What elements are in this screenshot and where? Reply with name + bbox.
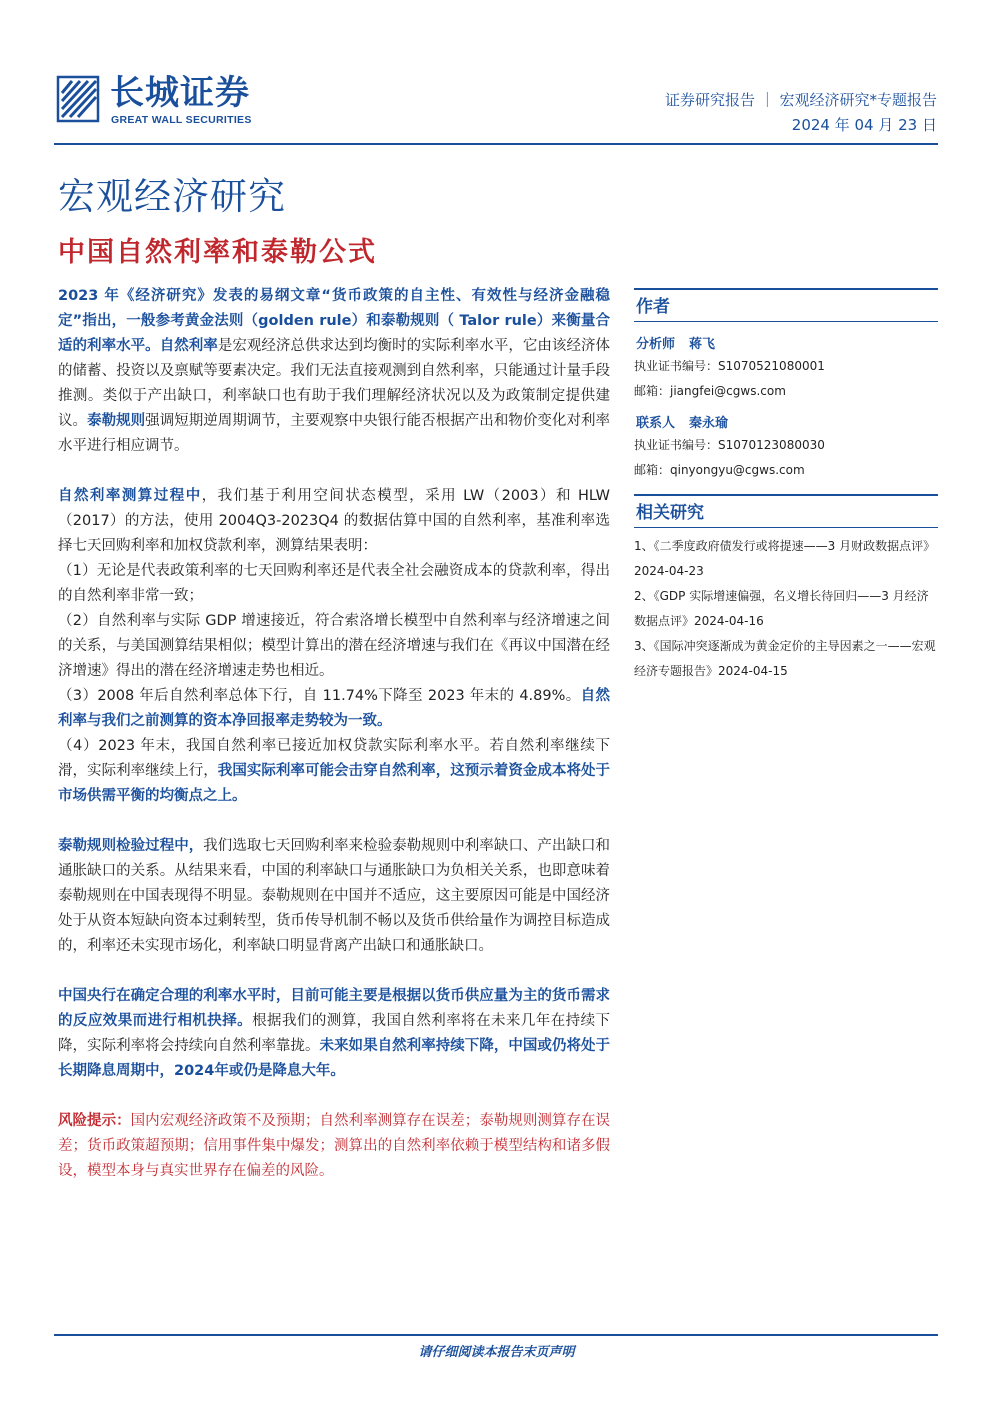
contact-email[interactable]: 邮箱：qinyongyu@cgws.com: [634, 463, 805, 477]
text-run: 泰勒规则: [87, 413, 146, 429]
analyst-role: 分析师: [636, 337, 676, 352]
finding-1: （1）无论是代表政策利率的七天回购利率还是代表全社会融资成本的贷款利率，得出的自然利率非常一致；: [58, 563, 610, 604]
footer-disclaimer: 请仔细阅读本报告末页声明: [418, 1345, 575, 1360]
related-research-list: [634, 534, 938, 684]
sidebar: [634, 288, 938, 684]
paragraph-conclusion: [58, 984, 610, 1084]
related-item[interactable]: 2、《GDP 实际增速偏强，名义增长待回归——3 月经济数据点评》2024-04-16: [634, 589, 929, 628]
text-run: 自然利率: [159, 338, 218, 354]
text-run: （3）2008 年后自然利率总体下行，自 11.74%下降至 2023 年末的 4.89%。: [58, 688, 581, 704]
logo-chinese-name: 长城证券: [110, 73, 250, 113]
risk-warning: [58, 1109, 610, 1184]
contact-line: [634, 412, 938, 431]
report-summary: [58, 284, 610, 1184]
contact-role: 联系人: [636, 416, 676, 431]
page-title: 宏观经济研究: [58, 175, 286, 218]
report-subtitle: 中国自然利率和泰勒公式: [58, 237, 377, 268]
report-date: 2024 年 04 月 23 日: [791, 116, 937, 134]
text-run: 未来如果自然利率持续下降，中国或仍将处于长期降息周期中，2024年或仍是降息大年。: [58, 1038, 611, 1079]
analyst-info: [634, 356, 938, 401]
related-research-heading: 相关研究: [634, 494, 938, 528]
text-run: 自然利率与我们之前测算的资本净回报率走势较为一致。: [58, 688, 610, 729]
paragraph-taylor-rule: [58, 834, 610, 959]
contact-info: [634, 435, 938, 480]
finding-2: （2）自然利率与实际 GDP 增速接近，符合索洛增长模型中自然利率与经济增速之间的关系，与美国测算结果相似；模型计算出的潜在经济增速与我们在《再议中国潜在经济增速》得出的潜在经济增速走势也相近。: [58, 613, 610, 679]
text-run: 强调短期逆周期调节，主要观察中央银行能否根据产出和物价变化对利率水平进行相应调节。: [58, 413, 611, 454]
finding-4: [58, 734, 610, 809]
analyst-email[interactable]: 邮箱：jiangfei@cgws.com: [634, 384, 786, 398]
text-run: 风险提示：: [58, 1113, 131, 1129]
text-run: 2023 年《经济研究》发表的易纲文章“货币政策的自主性、有效性与经济金融稳定”指出，一般参考黄金法则（golden rule）和泰勒规则（ Talor rule）来衡量合适的利率水平。: [58, 288, 610, 354]
company-logo: [54, 73, 294, 133]
analyst-name: 蒋飞: [689, 337, 716, 352]
text-run: 国内宏观经济政策不及预期；自然利率测算存在误差；泰勒规则测算存在误差；货币政策超预期；信用事件集中爆发；测算出的自然利率依赖于模型结构和诸多假设，模型本身与真实世界存在偏差的风险。: [58, 1113, 611, 1179]
text-run: 我国实际利率可能会击穿自然利率，这预示着资金成本将处于市场供需平衡的均衡点之上。: [58, 763, 610, 804]
header-divider: [54, 143, 938, 145]
text-run: 根据我们的测算，我国自然利率将在未来几年在持续下降，实际利率将会持续向自然利率靠拢。: [58, 1013, 611, 1054]
report-category: 证券研究报告 ｜ 宏观经济研究*专题报告: [664, 91, 937, 109]
analyst-line: [634, 333, 938, 352]
text-run: 我们选取七天回购利率来检验泰勒规则中利率缺口、产出缺口和通胀缺口的关系。从结果来看，中国的利率缺口与通胀缺口为负相关关系，也即意味着泰勒规则在中国表现得不明显。泰勒规则在中国并不适应，这主要原因可能是中国经济处于从资本短缺向资本过剩转型，货币传导机制不畅以及货币供给量作为调控目标造成的，利率还未实现市场化，利率缺口明显背离产出缺口和通胀缺口。: [58, 838, 611, 954]
text-run: 是宏观经济总供求达到均衡时的实际利率水平，它由该经济体的储蓄、投资以及禀赋等要素决定。我们无法直接观测到自然利率，只能通过计量手段推测。类似于产出缺口，利率缺口也有助于我们理解经济状况以及为政策制定提供建议。: [58, 338, 611, 429]
related-item[interactable]: 3、《国际冲突逐渐成为黄金定价的主导因素之一——宏观经济专题报告》2024-04-15: [634, 639, 936, 678]
analyst-cert: 执业证书编号：S1070521080001: [634, 359, 825, 373]
text-run: ，我们基于利用空间状态模型，采用 LW（2003）和 HLW（2017）的方法，使用 2004Q3-2023Q4 的数据估算中国的自然利率，基准利率选择七天回购利率和加权贷款利率，测算结果表明：: [58, 488, 610, 554]
authors-heading: 作者: [634, 288, 938, 322]
related-item[interactable]: 1、《二季度政府债发行或将提速——3 月财政数据点评》2024-04-23: [634, 539, 936, 578]
text-run: 自然利率测算过程中: [58, 488, 202, 504]
great-wall-logo-icon: [54, 73, 102, 125]
footer-divider: [54, 1334, 938, 1336]
contact-cert: 执业证书编号：S1070123080030: [634, 438, 825, 452]
finding-3: [58, 684, 610, 734]
paragraph-intro: [58, 284, 610, 459]
text-run: 泰勒规则检验过程中，: [58, 838, 204, 854]
report-meta: [665, 88, 937, 138]
text-run: （4）2023 年末，我国自然利率已接近加权贷款实际利率水平。若自然利率继续下滑，实际利率继续上行，: [58, 738, 610, 779]
contact-name: 秦永瑜: [689, 416, 729, 431]
logo-english-name: GREAT WALL SECURITIES: [111, 114, 252, 126]
paragraph-natural-rate: [58, 484, 610, 559]
text-run: 中国央行在确定合理的利率水平时，目前可能主要是根据以货币供应量为主的货币需求的反应效果而进行相机抉择。: [58, 988, 610, 1029]
